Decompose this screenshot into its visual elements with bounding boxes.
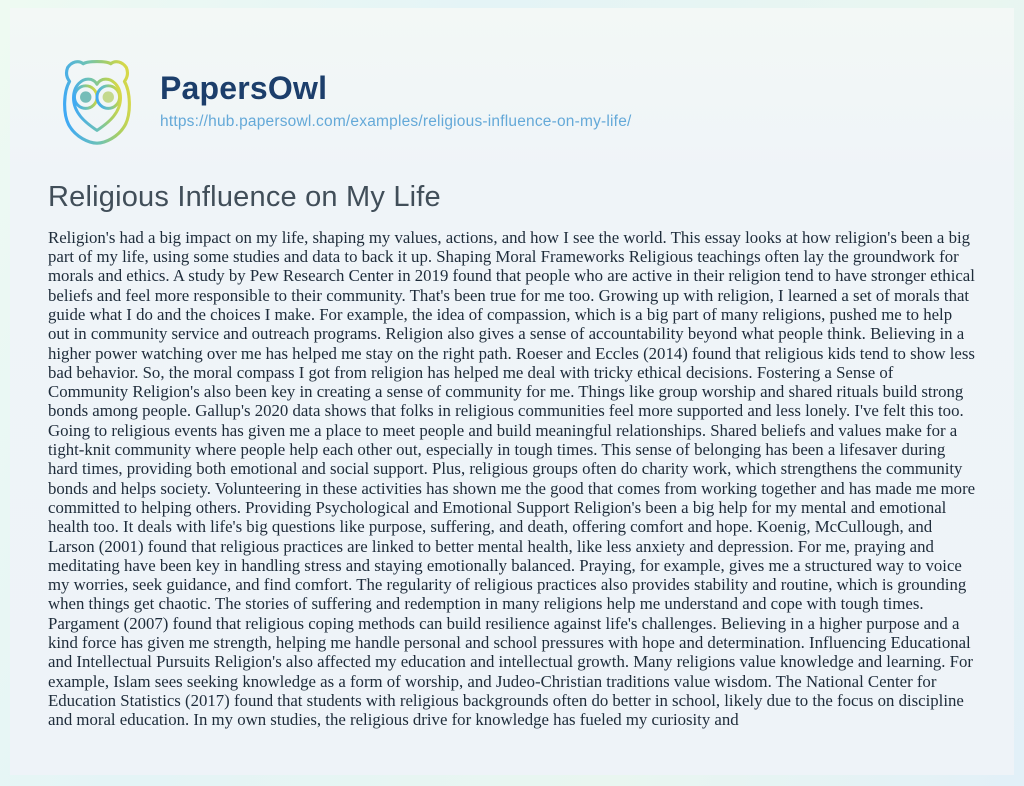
page-card bbox=[10, 8, 1014, 775]
essay-body-text: Religion's had a big impact on my life, shaping my values, actions, and how I see the world. This essay looks at how religion's been a big part of my life, using some studies and data to back it up. Shaping Moral Frameworks Religious teachings often lay the groundwork for morals and ethics. A study by Pew Research Center in 2019 found that people who are active in their religion tend to have stronger ethical beliefs and feel more responsible to their community. That's been true for me too. Growing up with religion, I learned a set of morals that guide what I do and the choices I make. For example, the idea of compassion, which is a big part of many religions, pushed me to help out in community service and outreach programs. Religion also gives a sense of accountability beyond what people think. Believing in a higher power watching over me has helped me stay on the right path. Roeser and Eccles (2014) found that religious kids tend to show less bad behavior. So, the moral compass I got from religion has helped me deal with tricky ethical decisions. Fostering a Sense of Community Religion's also been key in creating a sense of community for me. Things like group worship and shared rituals build strong bonds among people. Gallup's 2020 data shows that folks in religious communities feel more supported and less lonely. I've felt this too. Going to religious events has given me a place to meet people and build meaningful relationships. Shared beliefs and values make for a tight-knit community where people help each other out, especially in tough times. This sense of belonging has been a lifesaver during hard times, providing both emotional and social support. Plus, religious groups often do charity work, which strengthens the community bonds and helps society. Volunteering in these activities has shown me the good that comes from working together and has made me more committed to helping others. Providing Psychological and Emotional Support Religion's been a big help for my mental and emotional health too. It deals with life's big questions like purpose, suffering, and death, offering comfort and hope. Koenig, McCullough, and Larson (2001) found that religious practices are linked to better mental health, like less anxiety and depression. For me, praying and meditating have been key in handling stress and staying emotionally balanced. Praying, for example, gives me a structured way to voice my worries, seek guidance, and find comfort. The regularity of religious practices also provides stability and routine, which is grounding when things get chaotic. The stories of suffering and redemption in many religions help me understand and cope with tough times. Pargament (2007) found that religious coping methods can build resilience against life's challenges. Believing in a higher purpose and a kind force has given me strength, helping me handle personal and school pressures with hope and determination. Influencing Educational and Intellectual Pursuits Religion's also affected my education and intellectual growth. Many religions value knowledge and learning. For example, Islam sees seeking knowledge as a form of worship, and Judeo-Christian traditions value wisdom. The National Center for Education Statistics (2017) found that students with religious backgrounds often do better in school, likely due to the focus on discipline and moral education. In my own studies, the religious drive for knowledge has fueled my curiosity and bbox=[48, 227, 976, 730]
brand-name: PapersOwl bbox=[160, 69, 328, 106]
article-title: Religious Influence on My Life bbox=[48, 181, 441, 213]
site-header bbox=[48, 52, 976, 150]
owl-icon bbox=[48, 52, 146, 150]
papersowl-logo bbox=[48, 52, 146, 150]
source-url-link[interactable]: https://hub.papersowl.com/examples/religious-influence-on-my-life/ bbox=[160, 113, 632, 131]
brand-block bbox=[160, 71, 632, 131]
